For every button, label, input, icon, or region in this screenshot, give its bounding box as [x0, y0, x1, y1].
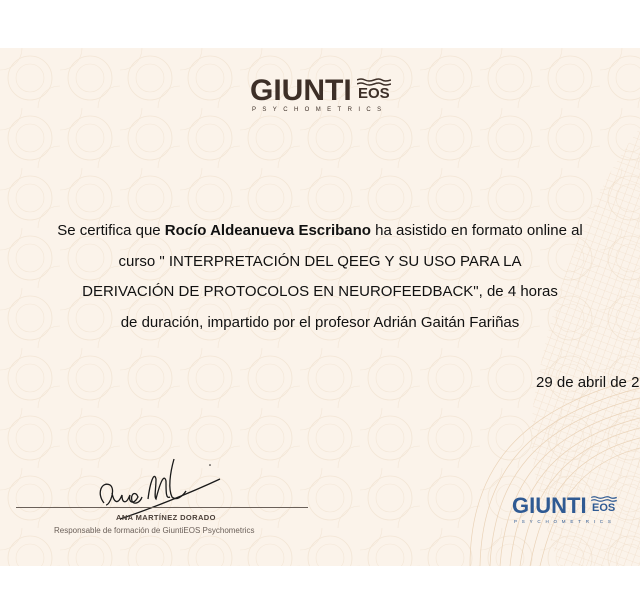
- certificate-line-1: [0, 216, 640, 247]
- certificate-line-4: de duración, impartido por el profesor Adrián Gaitán Fariñas: [120, 313, 520, 331]
- certificate-date: 29 de abril de 2: [536, 374, 640, 391]
- certificate: [0, 48, 640, 566]
- giunti-eos-footer-logo: [512, 495, 622, 525]
- certificate-line-3: DERIVACIÓN DE PROTOCOLOS EN NEUROFEEDBACK", de 4 horas: [82, 283, 558, 300]
- recipient-name: Rocío Aldeanueva Escribano: [164, 222, 371, 239]
- line1-prefix: Se certifica que: [57, 222, 165, 239]
- line1-suffix: ha asistido en formato online al: [370, 222, 583, 239]
- giunti-eos-header-logo: [250, 76, 400, 114]
- signer-role: Responsable de formación de GiuntiEOS Psychometrics: [54, 526, 255, 535]
- certificate-line-2: curso " INTERPRETACIÓN DEL QEEG Y SU USO PARA LA: [118, 252, 522, 270]
- signature-line: [16, 507, 308, 508]
- signer-name: ANA MARTÍNEZ DORADO: [116, 513, 216, 522]
- logo-brand-text: GIUNTI: [250, 74, 352, 107]
- logo-tagline: PSYCHOMETRICS: [514, 519, 616, 524]
- logo-tagline: PSYCHOMETRICS: [252, 107, 388, 113]
- certificate-body: [0, 216, 640, 338]
- logo-brand-text: GIUNTI: [512, 493, 587, 518]
- logo-eos-text: EOS: [358, 85, 390, 102]
- logo-eos-text: EOS: [592, 502, 616, 514]
